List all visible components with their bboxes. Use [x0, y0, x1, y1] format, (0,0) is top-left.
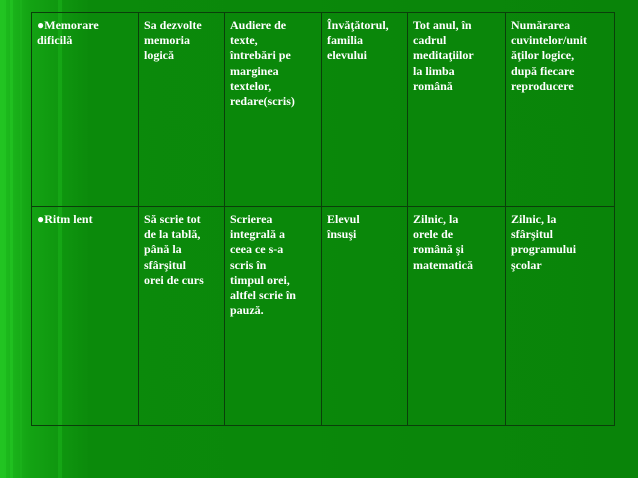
table-row [32, 13, 615, 207]
cell-text: Zilnic, la sfârşitul programului şcolar [511, 212, 577, 272]
table-cell [139, 13, 225, 207]
cell-text: ●Memorare dificilă [37, 18, 99, 48]
cell-text: ●Ritm lent [37, 212, 93, 226]
table-cell [225, 207, 322, 426]
cell-text: Zilnic, la orele de română şi matematică [413, 212, 473, 272]
cell-text: Elevul însuşi [327, 212, 360, 242]
background-stripe [20, 0, 22, 478]
table-cell [408, 13, 506, 207]
table-cell [408, 207, 506, 426]
cell-text: Audiere de texte, întrebări pe marginea textelor, redare(scris) [230, 18, 295, 109]
table-cell [139, 207, 225, 426]
table-cell [506, 13, 615, 207]
table-cell [32, 13, 139, 207]
plan-table [31, 12, 615, 426]
table-cell [322, 13, 408, 207]
table-cell [506, 207, 615, 426]
table-cell [32, 207, 139, 426]
cell-text: Învăţătorul, familia elevului [327, 18, 389, 63]
table-cell [225, 13, 322, 207]
cell-text: Scrierea integrală a ceea ce s-a scris în timpul orei, altfel scrie în pauză. [230, 212, 296, 318]
background-stripe [0, 0, 6, 478]
background-stripe [10, 0, 13, 478]
table-cell [322, 207, 408, 426]
cell-text: Tot anul, în cadrul meditaţiilor la limba română [413, 18, 474, 93]
cell-text: Numărarea cuvintelor/unit ăţilor logice, după fiecare reproducere [511, 18, 588, 93]
table-row [32, 207, 615, 426]
cell-text: Să scrie tot de la tablă, până la sfârşitul orei de curs [144, 212, 204, 287]
cell-text: Sa dezvolte memoria logică [144, 18, 202, 63]
